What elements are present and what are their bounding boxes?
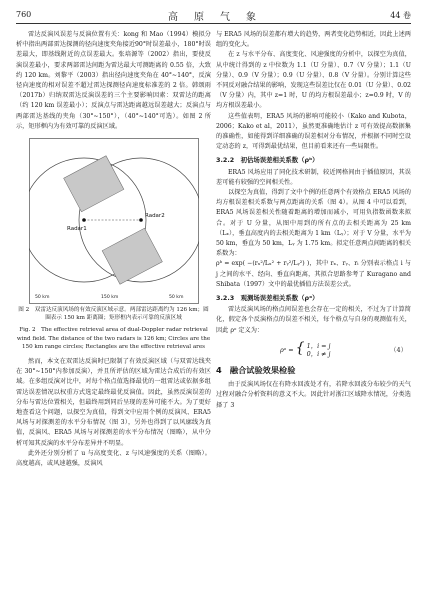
scale-label-mid: 150 km — [100, 295, 118, 301]
scale-label-left: 50 km — [34, 295, 49, 301]
paragraph: 然而，本文在双雷达反演时已限制了有效反演区域（与双雷达线夹在 30°~150°内参加反演），并且所评估的区域为雷达合成后的有效区域。在多组反演对比中，对每个格点值选择最优的一组雷达或依据多组雷达误差情况以权重方式选定最终最优反演值。因此，虽然反演误差的分布与雷达位置相关，但最终用到同后呈现的差异可能不大。为了更好地查看这个问题，以探空为真值，得到文中应用个例的反演风、ERA5 风场与对探测差的水平分布情况（图 3），另外也得到了以风廓线为真值，反演风、ERA5 风场与对探测差的水平分布情况（图略），从中分析可知其反演的水平分布差异并不明显。 — [16, 358, 211, 447]
radar1-marker — [82, 218, 86, 222]
paragraph: 雷达反演风场的格点间误差也会存在一定的相关，不过为了计算简化，假定各个反演格点的误差不相关，每个格点与自身的观测值有关，因此 ρᵒ 定义为： — [216, 306, 411, 334]
radar2-marker — [139, 218, 143, 222]
right-column — [216, 30, 411, 411]
paragraph: 在 z 与水平分布、高度变化、风速强度的分析中，以探空为真值，从中统计得到的 z 中位数为 1.1（U 分量）、0.7（V 分量）；1.1（U 分量）、0.9（V 分量）；0.9（U 分量）、0.8（V 分量）。分别计算这些不同反对融合结果的影响，发现这些误差比仅在 0.01（U 分量）、0.02（V 分量）内，其中 z=1 时，U 的均方根误差最小；z=0.9 时，V 的均方根误差最小。 — [216, 51, 411, 110]
paragraph: 雷达反演风误差与反演位置有关：kong 和 Mao（1994）模拟分析中指出两部雷达探测的径向速度夹角接近90°时误差最小，180°时误差最大，即基线附近的点误差最大。张培源等（2002）指出，要使反演误差最小，要求两部雷达间距为雷达最大可测距离的 0.55 倍，大致约 120 km。刘黎平（2003）指出径向速度夹角在 40°~140°，反演径向速度的相对误差不超过雷达探测径向速度标准差的 2 倍。韩颂雨（2017b）归纳双雷达反演误差的三个主要影响因素：双雷达的距离（约 120 km 误差最小）；反演点与雷达距离越远误差越大；反演点与两部雷达基线的夹角（30°~150°），（40°~140°可选）。如图 2 所示，矩形框内为有效可靠的反演区域。 — [16, 31, 211, 130]
header-rule — [16, 23, 411, 24]
volume-label: 44 卷 — [390, 11, 411, 20]
paragraph: 由于反演风场仅在有降水回波处才有，若降水回波分布较少的天气过程对融合分析资料的意义不大。因此针对浙江区域降水情况，分类选择了 3 — [216, 381, 411, 409]
paragraph: 此外还分别分析了 u 与高度变化、z 与风速强度的关系（图略）。高度越高，或风速越强，反演风 — [16, 449, 211, 468]
equation-lhs: ρᵒ = { 1，i = j 0，i ≠ j — [280, 339, 331, 358]
journal-title: 高 原 气 象 — [168, 12, 259, 23]
page-number: 760 — [16, 10, 32, 19]
page-header — [16, 8, 411, 22]
equation-cases — [307, 342, 331, 358]
figure-2 — [16, 138, 211, 304]
equation-number: （4） — [390, 345, 407, 354]
subsection-heading: 3.2.2 初估场误差相关系数（ρᵇ） — [216, 156, 319, 165]
radar2-label: Radar2 — [144, 213, 165, 220]
section-heading: 4 融合试验效果检验 — [216, 364, 296, 375]
paragraph: 以探空为真值，得到了文中个例的任意两个有效格点 ERA5 风场的均方根误差相关系数与两点距离的关系（图 4）。从图 4 中可以看到，ERA5 风场误差相关性随着距离的增加而减小，可用负指数函数来拟合。对于 U 分量，从图中用到的所有点的去相关距离为 25 km（Lₓ），垂直高度内的去相关距离为 1 km（Lᵧ）；对于 V 分量，水平为 50 km，垂直为 50 km，Lᵧ 为 1.75 km。拟定任意两点间距离的相关系数为： — [216, 189, 411, 258]
subsection-heading: 3.2.3 观测场误差相关系数（ρᵒ） — [216, 294, 319, 303]
paragraph: 这些值表明，ERA5 风场的影响可能较小（Kako and Kubota，2006；Kako et al，2011），虽然更准确地估计 z 可有效提高数据集的准确性，如能得到详细准确的误差相对分布情况，并根据不同时空设定动态的 z，可得到最优结果，但目前看来还有一些局限性。 — [216, 112, 411, 151]
paragraph: 与 ERA5 风场的误差都有增大的趋势，两者变化趋势相近，因此上述两组的变化大。 — [216, 31, 411, 49]
brace-glyph: { — [295, 339, 305, 356]
radar1-label: Radar1 — [66, 226, 87, 233]
figure-frame — [29, 139, 198, 304]
case-1: 1，i = j — [306, 341, 331, 350]
figure-caption-en: Fig. 2 The effective retrieval area of dual-Doppler radar retrieval wind field. The distance of the two radars is 126 km; Circles are the 150 km range circles; Rectangles are the effective retrieval ares — [16, 327, 211, 350]
figure-caption-cn: 图 2 双雷达反演风场的有效反演区域示意。两部雷达距离约为 126 km；圆圈表示 150 km 距离圈；矩形框内表示可靠的反演区域 — [18, 307, 209, 322]
radar-coverage-diagram — [29, 138, 199, 304]
equation-4 — [216, 339, 411, 358]
formula-paragraph: ρᵇ = exp( −(rₓ²/Lₓ² + rᵧ²/Lᵧ²) )，其中 rₓ、rᵧ、rᵢ 分别表示格点 i 与 j 之间的水平、经向、垂直向距离，其拟合思路参考了 Kuragano and Shibata（1997）文中的最优插值方法误差公式。 — [216, 260, 411, 288]
scale-label-right: 50 km — [168, 295, 183, 301]
case-2: 0，i ≠ j — [306, 349, 331, 358]
paragraph: ERA5 风场应用了同化技术研制，较近网格间由于插值原因，其误差可能有较强的空间相关性。 — [216, 168, 411, 186]
left-column — [16, 30, 211, 469]
